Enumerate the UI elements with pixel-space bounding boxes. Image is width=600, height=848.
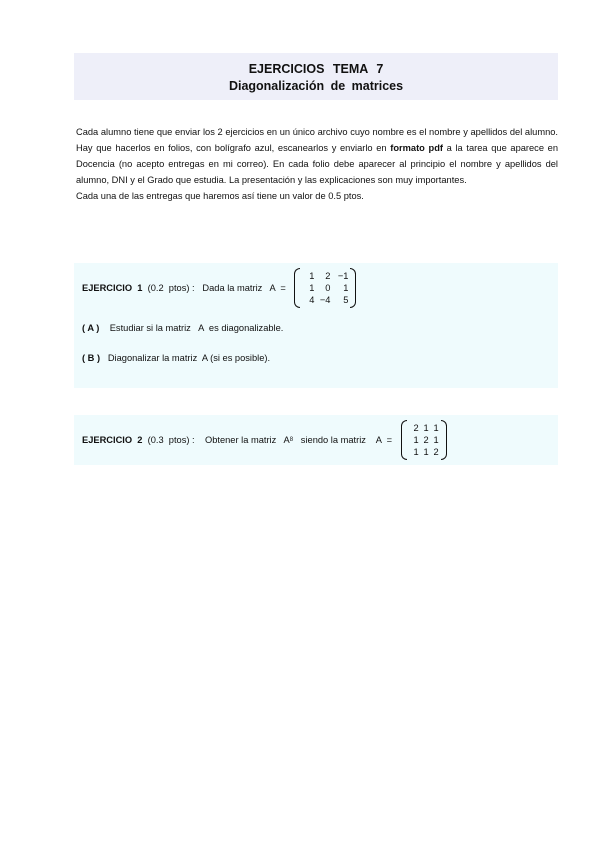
exercise-2-label: EJERCICIO 2 <box>82 435 143 445</box>
part-b-text: Diagonalizar la matriz A (si es posible). <box>100 353 271 363</box>
exercise-2-statement <box>82 420 447 460</box>
exercise-2 <box>74 415 558 465</box>
right-paren <box>350 268 356 308</box>
exercise-1-statement <box>82 268 356 308</box>
instructions-text: Cada alumno tiene que enviar los 2 ejercicios en un único archivo cuyo nombre es el nombre y apellidos del alumno. Hay que hacerlos en folios, con bolígrafo azul, escanearlos y enviarlo en <box>76 127 558 153</box>
matrix-entry: 2 <box>325 271 331 281</box>
matrix-entry: 5 <box>343 295 349 305</box>
matrix-entry: −4 <box>319 295 331 305</box>
exercise-1-label: EJERCICIO 1 <box>82 283 143 293</box>
part-a-text: Estudiar si la matriz A es diagonalizable. <box>99 323 284 333</box>
matrix-entry: 1 <box>343 283 349 293</box>
matrix-entry: 2 <box>433 447 439 457</box>
matrix-entry: 1 <box>433 423 439 433</box>
matrix-a <box>401 420 447 460</box>
matrix-entry: −1 <box>337 271 349 281</box>
matrix-a <box>294 268 356 308</box>
instructions-paragraph <box>76 124 558 188</box>
matrix-entry: 1 <box>309 271 315 281</box>
exercise-2-text-cont: siendo la matriz A = <box>293 435 395 445</box>
matrix-entry: 1 <box>423 423 429 433</box>
matrix-grid <box>407 422 441 458</box>
exercise-1-part-a <box>82 323 283 333</box>
title-banner <box>74 53 558 100</box>
matrix-entry: 1 <box>433 435 439 445</box>
exercise-1 <box>74 263 558 388</box>
exercise-1-text: (0.2 ptos) : Dada la matriz A = <box>142 283 289 293</box>
matrix-entry: 1 <box>309 283 315 293</box>
right-paren <box>441 420 447 460</box>
exponent: 8 <box>289 437 294 443</box>
value-note: Cada una de las entregas que haremos así tiene un valor de 0.5 ptos. <box>76 191 364 201</box>
matrix-entry: 1 <box>413 435 419 445</box>
matrix-entry: 0 <box>325 283 331 293</box>
document-title: EJERCICIOS TEMA 7 <box>248 62 384 76</box>
document-subtitle: Diagonalización de matrices <box>228 79 404 93</box>
part-a-label: ( A ) <box>82 323 100 333</box>
matrix-entry: 4 <box>309 295 315 305</box>
exercise-2-text: (0.3 ptos) : Obtener la matriz A <box>142 435 290 445</box>
matrix-entry: 1 <box>423 447 429 457</box>
matrix-entry: 1 <box>413 447 419 457</box>
matrix-entry: 2 <box>423 435 429 445</box>
instructions <box>76 124 558 204</box>
part-b-label: ( B ) <box>82 353 101 363</box>
instructions-text-cont: a la tarea que aparece en Docencia (no acepto entregas en mi correo). En cada folio debe aparecer al principio el nombre y apellidos del alumno, DNI y el Grado que estudia. La presentación y las explicaciones son muy importantes. <box>76 143 559 185</box>
matrix-entry: 2 <box>413 423 419 433</box>
format-emphasis: formato pdf <box>390 143 443 153</box>
exercise-1-part-b <box>82 353 270 363</box>
matrix-grid <box>300 270 350 306</box>
